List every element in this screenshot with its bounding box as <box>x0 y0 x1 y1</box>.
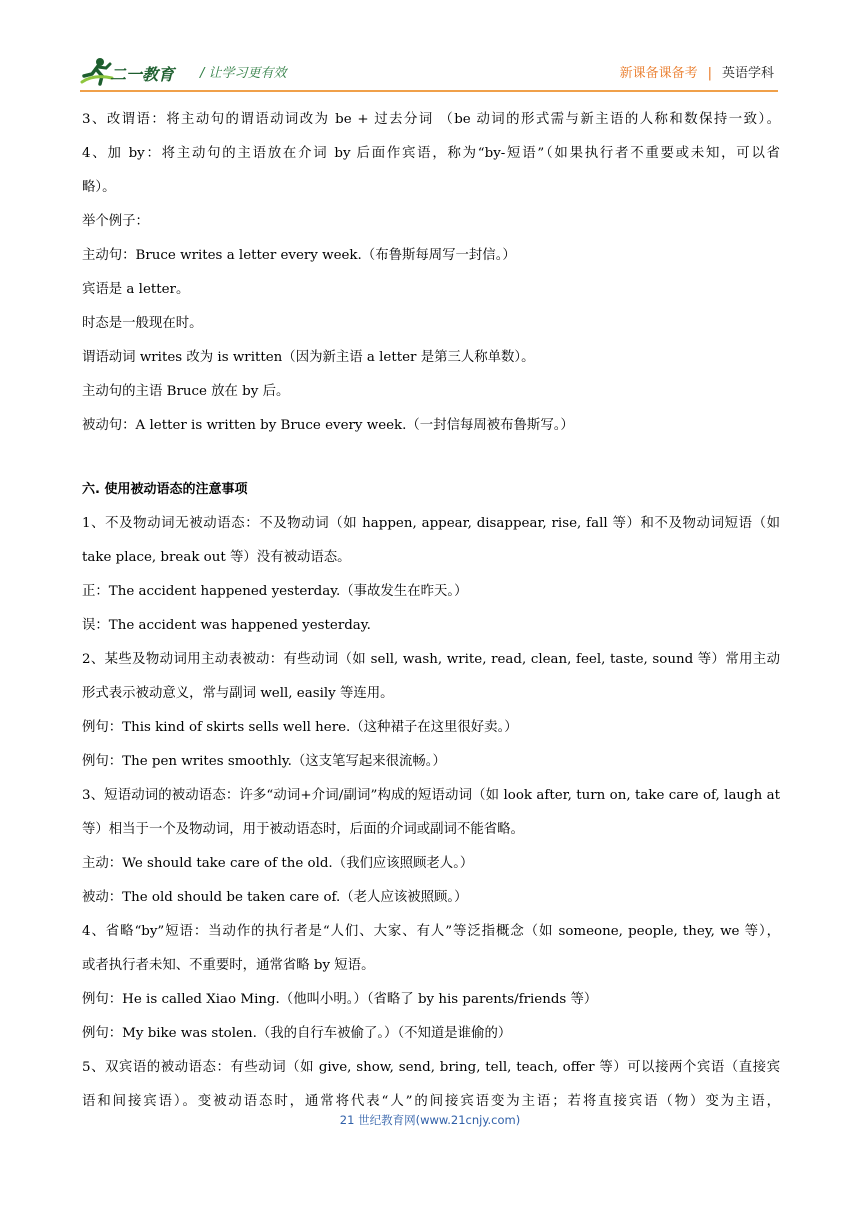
page-header <box>0 0 860 90</box>
text-line: 例句：The pen writes smoothly.（这支笔写起来很流畅。） <box>82 754 446 769</box>
text-line: 2、某些及物动词用主动表被动：有些动词（如 sell, wash, write, read, clean, feel, taste, sound 等）常用主动 <box>82 652 780 667</box>
slogan: / 让学习更有效 <box>200 66 287 81</box>
text-line: 语和间接宾语）。变被动语态时，通常将代表“人”的间接宾语变为主语；若将直接宾语（物）变为主语， <box>82 1094 780 1109</box>
text-line: 主动句的主语 Bruce 放在 by 后。 <box>82 384 290 399</box>
blank-line <box>82 448 780 478</box>
text-line: 3、改谓语：将主动句的谓语动词改为 be + 过去分词 （be 动词的形式需与新主语的人称和数保持一致）。 <box>82 112 780 127</box>
text-line: 宾语是 a letter。 <box>82 282 190 297</box>
header-badge <box>620 62 774 81</box>
section-heading: 六. 使用被动语态的注意事项 <box>82 482 248 497</box>
text-line: 4、加 by：将主动句的主语放在介词 by 后面作宾语，称为“by-短语”（如果执行者不重要或未知，可以省 <box>82 146 780 161</box>
header-rule <box>80 90 778 92</box>
badge-separator: | <box>707 66 712 81</box>
text-line: 或者执行者未知、不重要时，通常省略 by 短语。 <box>82 958 375 973</box>
text-line: 例句：He is called Xiao Ming.（他叫小明。）（省略了 by his parents/friends 等） <box>82 992 598 1007</box>
badge-left: 新课备课备考 <box>619 66 698 81</box>
text-line: 4、省略“by”短语：当动作的执行者是“人们、大家、有人”等泛指概念（如 someone, people, they, we 等）， <box>82 924 780 939</box>
logo-text: 二一教育 <box>110 65 175 84</box>
text-line: 1、不及物动词无被动语态：不及物动词（如 happen, appear, disappear, rise, fall 等）和不及物动词短语（如 <box>82 516 780 531</box>
text-line: 5、双宾语的被动语态：有些动词（如 give, show, send, bring, tell, teach, offer 等）可以接两个宾语（直接宾 <box>82 1060 780 1075</box>
text-line: 被动句：A letter is written by Bruce every week.（一封信每周被布鲁斯写。） <box>82 418 574 433</box>
logo <box>80 56 192 90</box>
text-line: 正：The accident happened yesterday.（事故发生在昨天。） <box>82 584 468 599</box>
text-line: 3、短语动词的被动语态：许多“动词+介词/副词”构成的短语动词（如 look after, turn on, take care of, laugh at <box>82 788 780 803</box>
text-line: 例句：This kind of skirts sells well here.（这种裙子在这里很好卖。） <box>82 720 518 735</box>
text-line: 等）相当于一个及物动词，用于被动语态时，后面的介词或副词不能省略。 <box>82 822 524 837</box>
text-line: take place, break out 等）没有被动语态。 <box>82 550 351 565</box>
document-body <box>82 108 780 1124</box>
text-line: 举个例子： <box>82 214 149 229</box>
text-line: 被动：The old should be taken care of.（老人应该被照顾。） <box>82 890 468 905</box>
runner-logo-icon <box>80 56 114 86</box>
text-line: 形式表示被动意义，常与副词 well, easily 等连用。 <box>82 686 394 701</box>
text-line: 时态是一般现在时。 <box>82 316 203 331</box>
text-line: 主动：We should take care of the old.（我们应该照顾老人。） <box>82 856 474 871</box>
badge-right: 英语学科 <box>721 66 774 81</box>
text-line: 主动句：Bruce writes a letter every week.（布鲁斯每周写一封信。） <box>82 248 516 263</box>
text-line: 例句：My bike was stolen.（我的自行车被偷了。）（不知道是谁偷的） <box>82 1026 512 1041</box>
text-line: 误：The accident was happened yesterday. <box>82 618 371 633</box>
text-line: 略）。 <box>82 180 116 195</box>
page-footer: 21 世纪教育网(www.21cnjy.com) <box>339 1113 521 1127</box>
text-line: 谓语动词 writes 改为 is written（因为新主语 a letter 是第三人称单数）。 <box>82 350 535 365</box>
